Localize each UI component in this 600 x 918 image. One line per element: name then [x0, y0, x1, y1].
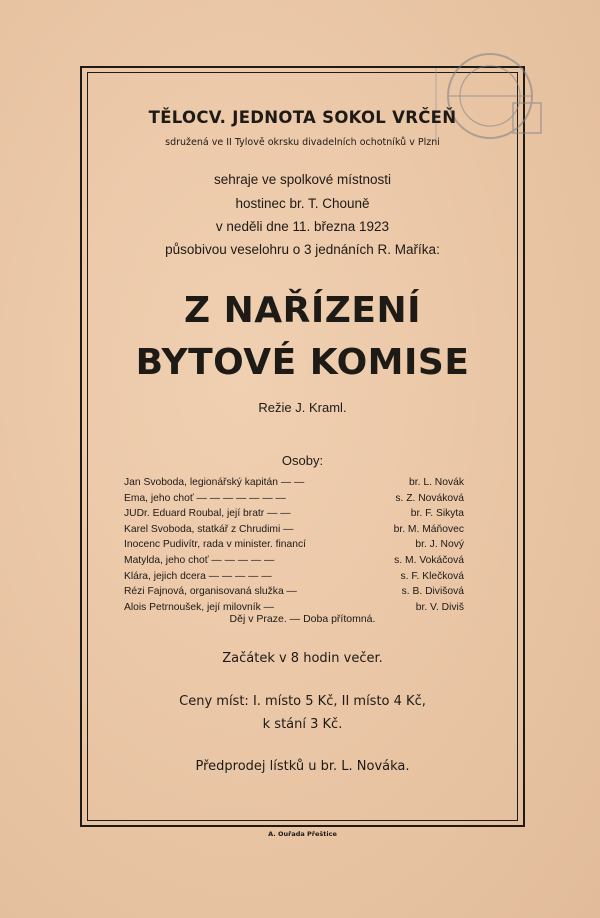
cast-actor: br. L. Novák [409, 477, 464, 488]
cast-role: Ema, jeho choť — — — — — — — [124, 492, 286, 504]
cast-row [124, 584, 464, 600]
prices-line: Ceny míst: I. místo 5 Kč, II místo 4 Kč, [179, 694, 426, 709]
cast-role: Alois Petrnoušek, její milovník — [124, 601, 274, 613]
cast-role: Jan Svoboda, legionářský kapitán — — [124, 477, 305, 488]
cast-role: Karel Svoboda, statkář z Chrudimi — [124, 523, 294, 535]
play-title-line: BYTOVÉ KOMISE [135, 342, 470, 383]
cast-actor: s. M. Vokáčová [394, 554, 464, 566]
cast-row [124, 491, 464, 507]
director-credit: Režie J. Kraml. [258, 400, 347, 415]
cast-row [124, 506, 464, 522]
cast-actor: s. B. Divišová [401, 586, 464, 598]
organization-subtitle: sdružená ve II Tylově okrsku divadelních ochotníků v Plzni [165, 137, 440, 148]
cast-row [124, 522, 464, 538]
cast-role: JUDr. Eduard Roubal, její bratr — — [124, 508, 291, 520]
cast-actor: br. V. Diviš [415, 601, 464, 613]
cast-list [124, 475, 464, 615]
prices-line: k stání 3 Kč. [262, 717, 343, 732]
cast-role: Rézi Fajnová, organisovaná služka — [124, 586, 297, 598]
cast-row [124, 537, 464, 553]
intro-line: sehraje ve spolkové místnosti [213, 172, 392, 187]
cast-actor: s. F. Klečková [400, 570, 464, 582]
setting-note: Děj v Praze. — Doba přítomná. [229, 613, 376, 625]
cast-role: Inocenc Pudivítr, rada v minister. financí [124, 539, 307, 551]
intro-line: v neděli dne 11. března 1923 [215, 219, 390, 234]
presale-info: Předprodej lístků u br. L. Nováka. [195, 759, 410, 774]
cast-row [124, 553, 464, 569]
cast-heading: Osoby: [281, 453, 324, 468]
intro-line: působivou veselohru o 3 jednáních R. Maříka: [165, 242, 440, 257]
cast-role: Matylda, jeho choť — — — — — [124, 554, 275, 566]
cast-actor: br. J. Nový [415, 539, 464, 551]
play-title-line: Z NAŘÍZENÍ [184, 290, 421, 331]
organization-title: TĚLOCV. JEDNOTA SOKOL VRČEŇ [148, 108, 457, 127]
printer-credit: A. Ouřada Přeštice [268, 830, 337, 838]
cast-actor: br. F. Sikyta [410, 508, 464, 520]
intro-line: hostinec br. T. Chouně [235, 196, 370, 211]
cast-row [124, 475, 464, 491]
start-time: Začátek v 8 hodin večer. [222, 651, 383, 666]
cast-row [124, 569, 464, 585]
cast-role: Klára, jejich dcera — — — — — [124, 570, 272, 582]
cast-actor: br. M. Máňovec [393, 523, 464, 535]
cast-actor: s. Z. Nováková [395, 492, 464, 504]
